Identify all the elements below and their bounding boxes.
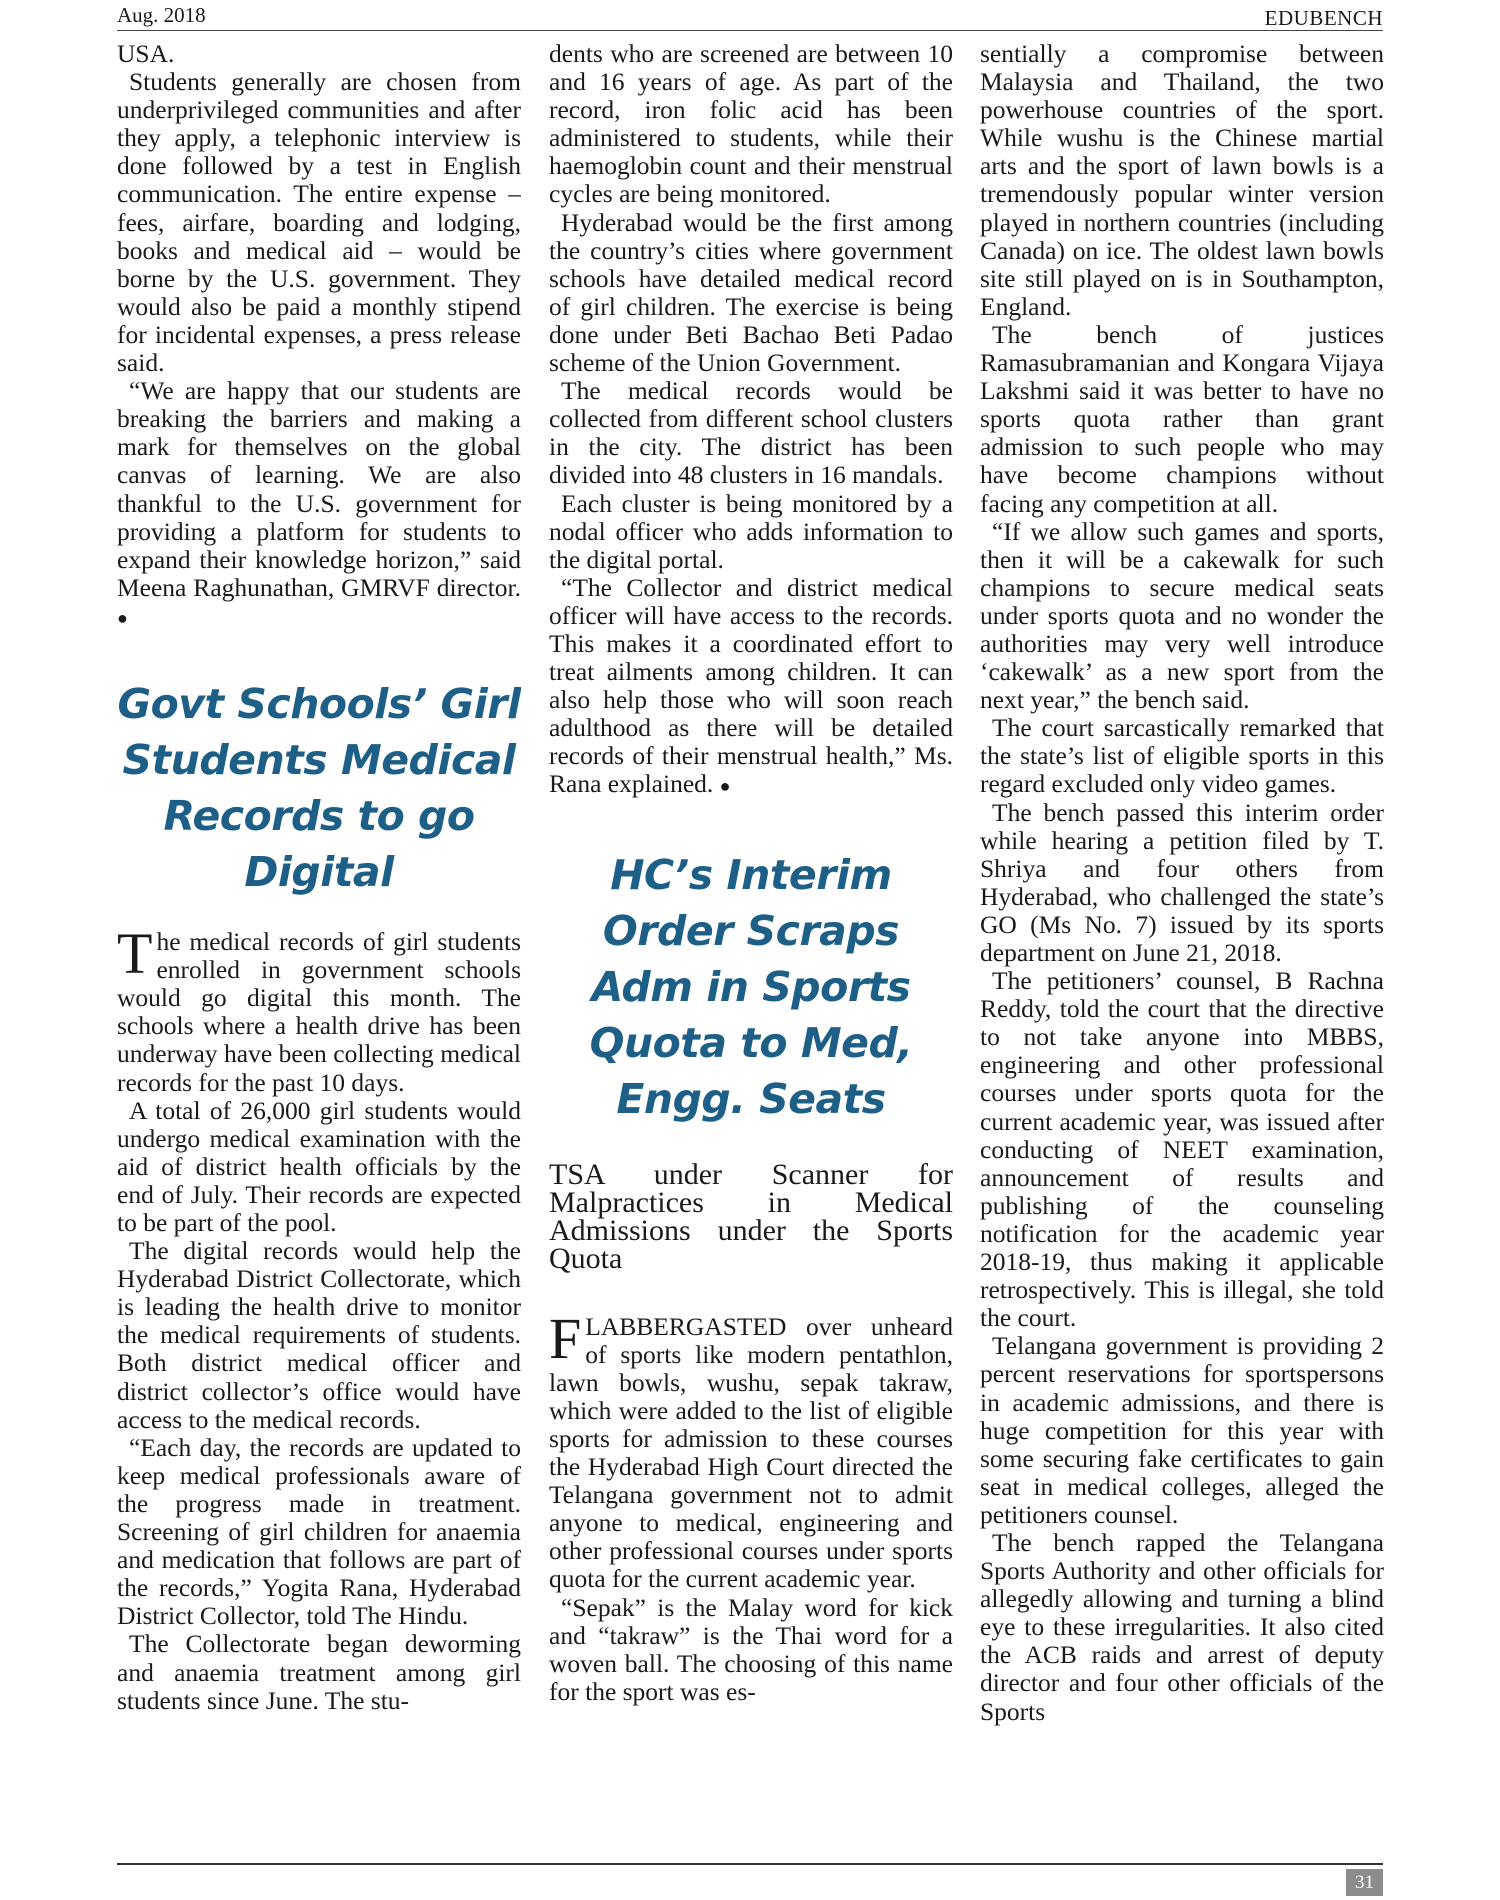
drop-cap: T bbox=[117, 921, 153, 987]
body-paragraph: The court sarcastically remarked that the state’s list of eligible sports in this regard excluded only video games. bbox=[980, 713, 1384, 799]
body-paragraph: A total of 26,000 girl students would undergo medical examination with the aid of district health officials by the end of July. Their records are expected to be part of the pool. bbox=[117, 1095, 521, 1237]
issue-date: Aug. 2018 bbox=[117, 3, 206, 27]
column-1 bbox=[117, 40, 521, 1840]
body-paragraph: “If we allow such games and sports, then it will be a cakewalk for such champions to secure medical seats under sports quota and no wonder the authorities may very well introduce ‘cakewalk’ as a new sport from the next year,” the bench said. bbox=[980, 516, 1384, 715]
body-paragraph: “The Collector and district medical officer will have access to the records. This makes it a coordinated effort to treat ailments among children. It can also help those who will soon reach adulthood as there will be detailed records of their menstrual health,” Ms. Rana explained. ● bbox=[549, 572, 953, 799]
body-paragraph: The petitioners’ counsel, B Rachna Reddy, told the court that the directive to not take anyone into MBBS, engineering and other professional courses under sports quota for the current academic year, was issued after conducting of NEET examination, announcement of results and publishing of the counseling notification for the academic year 2018-19, thus making it applicable retrospectively. This is illegal, she told the court. bbox=[980, 966, 1384, 1333]
body-paragraph: Each cluster is being monitored by a nodal officer who adds information to the digital portal. bbox=[549, 488, 953, 574]
body-paragraph: Students generally are chosen from underprivileged communities and after they apply, a telephonic interview is done followed by a test in English communication. The entire expense – fees, airfare, boarding and lodging, books and medical aid – would be borne by the U.S. government. They would also be paid a monthly stipend for incidental expenses, a press release said. bbox=[117, 67, 521, 378]
lead-paragraph: The medical records of girl students enrolled in government schools would go digital this month. The schools where a health drive has been underway have been collecting medical records for the past 10 days. bbox=[117, 921, 521, 1097]
body-paragraph: The bench rapped the Telangana Sports Authority and other officials for allegedly allowing and turning a blind eye to these irregularities. It also cited the ACB raids and arrest of deputy director and four other officials of the Sports bbox=[980, 1527, 1384, 1726]
body-paragraph: Telangana government is providing 2 percent reservations for sportspersons in academic admissions, and there is huge competition for this year with some securing fake certificates to gain seat in medical colleges, alleged the petitioners counsel. bbox=[980, 1331, 1384, 1529]
publication-name: EDUBENCH bbox=[1264, 6, 1383, 30]
end-mark: ● bbox=[719, 776, 731, 797]
body-paragraph: dents who are screened are between 10 and 16 years of age. As part of the record, iron folic acid has been administered to students, while their haemoglobin count and their menstrual cycles are being monitored. bbox=[549, 40, 953, 209]
body-paragraph: The bench passed this interim order while hearing a petition filed by T. Shriya and four others from Hyderabad, who challenged the state’s GO (Ms No. 7) issued by its sports department on June 21, 2018. bbox=[980, 797, 1384, 967]
body-paragraph: The bench of justices Ramasubramanian and Kongara Vijaya Lakshmi said it was better to have no sports quota rather than grant admission to such people who may have become champions without facing any competition at all. bbox=[980, 319, 1384, 518]
article-headline-sports-quota: HC’s Interim Order Scraps Adm in Sports Quota to Med, Engg. Seats bbox=[589, 850, 913, 1123]
body-paragraph: “Each day, the records are updated to keep medical professionals aware of the progress made in treatment. Screening of girl children for anaemia and medication that follows are part of the records,” Yogita Rana, Hyderabad District Collector, told The Hindu. bbox=[117, 1432, 521, 1631]
body-paragraph: Hyderabad would be the first among the country’s cities where government schools have detailed medical record of girl children. The exercise is being done under Beti Bachao Beti Padao scheme of the Union Government. bbox=[549, 207, 953, 378]
body-paragraph: USA. bbox=[117, 40, 175, 68]
body-paragraph: The digital records would help the Hyderabad District Collectorate, which is leading the health drive to monitor the medical requirements of students. Both district medical officer and district collector’s office would have access to the medical records. bbox=[117, 1236, 521, 1434]
body-paragraph: The medical records would be collected from different school clusters in the city. The district has been divided into 48 clusters in 16 mandals. bbox=[549, 376, 953, 490]
lead-paragraph: FLABBERGASTED over unheard of sports like modern pentathlon, lawn bowls, wushu, sepak takraw, which were added to the list of eligible sports for admission to these courses the Hyderabad High Court directed the Telangana government not to admit anyone to medical, engineering and other professional courses under sports quota for the current academic year. bbox=[549, 1305, 953, 1594]
column-3 bbox=[980, 40, 1384, 1840]
end-mark: ● bbox=[117, 607, 128, 628]
drop-cap: F bbox=[549, 1305, 582, 1371]
page-number: 31 bbox=[1346, 1869, 1383, 1896]
body-paragraph: “Sepak” is the Malay word for kick and “takraw” is the Thai word for a woven ball. The choosing of this name for the sport was es- bbox=[549, 1592, 953, 1706]
article-subheadline: TSA under Scanner for Malpractices in Medical Admissions under the Sports Quota bbox=[549, 1157, 953, 1275]
body-paragraph: The Collectorate began deworming and anaemia treatment among girl students since June. The stu- bbox=[117, 1629, 521, 1715]
footer-rule bbox=[117, 1863, 1383, 1865]
body-paragraph: sentially a compromise between Malaysia and Thailand, the two powerhouse countries of the sport. While wushu is the Chinese martial arts and the sport of lawn bowls is a tremendously popular winter version played in northern countries (including Canada) on ice. The oldest lawn bowls site still played on is in Southampton, England. bbox=[980, 40, 1384, 321]
body-paragraph: “We are happy that our students are breaking the barriers and making a mark for themselves on the global canvas of learning. We are also thankful to the U.S. government for providing a platform for students to expand their knowledge horizon,” said Meena Raghunathan, GMRVF director. ● bbox=[117, 376, 521, 628]
article-headline-medical-records: Govt Schools’ Girl Students Medical Records to go Digital bbox=[117, 680, 521, 897]
column-2 bbox=[549, 40, 953, 1840]
page-header bbox=[117, 0, 1383, 31]
